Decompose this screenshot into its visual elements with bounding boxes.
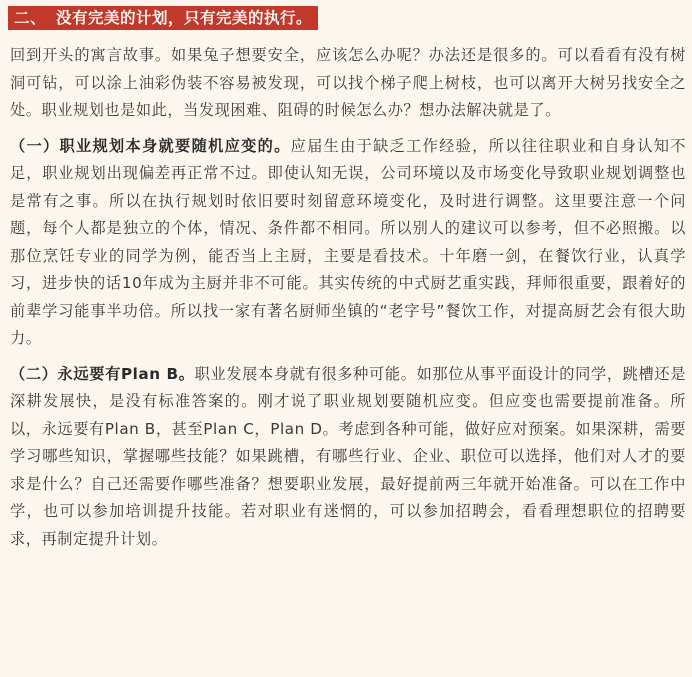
paragraph-text: 应届生由于缺乏工作经验，所以往往职业和自身认知不足，职业规划出现偏差再正常不过。即使认知无误，公司环境以及市场变化导致职业规划调整也是常有之事。所以在执行规划时依旧要时刻留意环境变化，及时进行调整。这里要注意一个问题，每个人都是独立的个体，情况、条件都不相同。所以别人的建议可以参考，但不必照搬。以那位烹饪专业的同学为例，能否当上主厨，主要是看技术。十年磨一剑，在餐饮行业，认真学习，进步快的话10年成为主厨并非不可能。其实传统的中式厨艺重实践，拜师很重要，跟着好的前辈学习能事半功倍。所以找一家有著名厨师坐镇的“老字号”餐饮工作，对提高厨艺会有很大助力。 (10, 136, 686, 347)
paragraph-lead: （二）永远要有Plan B。 (10, 364, 195, 383)
paragraph-intro (10, 42, 686, 125)
paragraph-adapt (10, 133, 686, 353)
paragraph-plan-b (10, 361, 686, 554)
paragraph-lead: （一）职业规划本身就要随机应变的。 (10, 136, 291, 155)
paragraph-text: 回到开头的寓言故事。如果兔子想要安全，应该怎么办呢？办法还是很多的。可以看看有没有树洞可钻，可以涂上油彩伪装不容易被发现，可以找个梯子爬上树枝，也可以离开大树另找安全之处。职业规划也是如此，当发现困难、阻碍的时候怎么办？想办法解决就是了。 (10, 46, 686, 119)
section-title: 没有完美的计划，只有完美的执行。 (56, 9, 313, 27)
paragraph-text: 职业发展本身就有很多种可能。如那位从事平面设计的同学，跳槽还是深耕发展快，是没有标准答案的。刚才说了职业规划要随机应变。但应变也需要提前准备。所以，永远要有Plan B，甚至Plan C，Plan D。考虑到各种可能，做好应对预案。如果深耕，需要学习哪些知识，掌握哪些技能？如果跳槽，有哪些行业、企业、职位可以选择，他们对人才的要求是什么？自己还需要作哪些准备？想要职业发展，最好提前两三年就开始准备。可以在工作中学，也可以参加培训提升技能。若对职业有迷惘的，可以参加招聘会，看看理想职位的招聘要求，再制定提升计划。 (10, 364, 686, 548)
section-heading (8, 6, 318, 30)
section-number: 二、 (14, 9, 47, 27)
